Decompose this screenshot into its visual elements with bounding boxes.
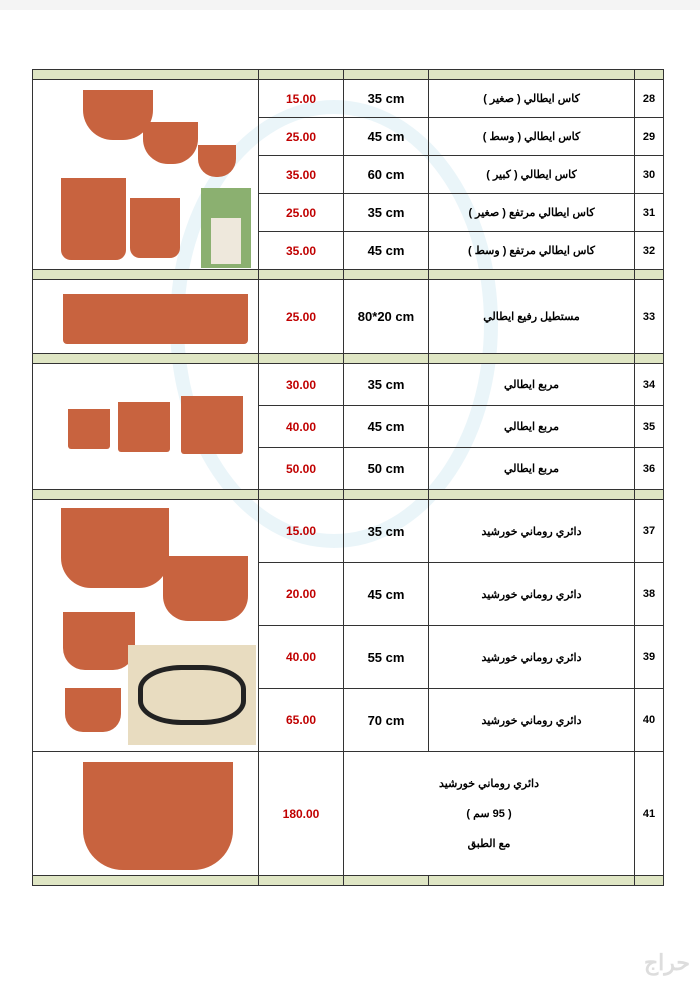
price: 15.00 (259, 500, 344, 563)
item-number: 32 (635, 232, 664, 270)
product-name: كاس ايطالي ( صغير ) (429, 80, 635, 118)
size: 45 cm (344, 232, 429, 270)
item-number: 29 (635, 118, 664, 156)
product-name: دائري روماني خورشيد (429, 689, 635, 752)
size: 35 cm (344, 80, 429, 118)
item-number: 37 (635, 500, 664, 563)
size: 50 cm (344, 448, 429, 490)
product-name: كاس ايطالي مرتفع ( وسط ) (429, 232, 635, 270)
item-number: 31 (635, 194, 664, 232)
product-name (344, 752, 635, 876)
name-line: دائري روماني خورشيد (438, 777, 539, 790)
product-name: كاس ايطالي ( كبير ) (429, 156, 635, 194)
size: 45 cm (344, 563, 429, 626)
item-number: 30 (635, 156, 664, 194)
product-name: دائري روماني خورشيد (429, 500, 635, 563)
item-number: 28 (635, 80, 664, 118)
product-name: دائري روماني خورشيد (429, 626, 635, 689)
name-note: مع الطبق (467, 837, 511, 850)
item-number: 41 (635, 752, 664, 876)
size: 70 cm (344, 689, 429, 752)
item-number: 33 (635, 280, 664, 354)
separator-row (33, 354, 664, 364)
size: 35 cm (344, 364, 429, 406)
table-row (33, 500, 664, 563)
rectangular-planter-image (33, 280, 259, 354)
size: 35 cm (344, 194, 429, 232)
price: 25.00 (259, 118, 344, 156)
table-row (33, 752, 664, 876)
price: 20.00 (259, 563, 344, 626)
price: 25.00 (259, 194, 344, 232)
square-pots-image (33, 364, 259, 490)
product-name: دائري روماني خورشيد (429, 563, 635, 626)
product-name: كاس ايطالي ( وسط ) (429, 118, 635, 156)
item-number: 35 (635, 406, 664, 448)
name-size: ( 95 سم ) (466, 807, 512, 820)
round-roman-pots-image (33, 500, 259, 752)
size: 45 cm (344, 118, 429, 156)
size: 35 cm (344, 500, 429, 563)
separator-row (33, 70, 664, 80)
product-name: مربع ايطالي (429, 364, 635, 406)
separator-row (33, 270, 664, 280)
price: 35.00 (259, 232, 344, 270)
product-name: مربع ايطالي (429, 406, 635, 448)
product-name: كاس ايطالي مرتفع ( صغير ) (429, 194, 635, 232)
item-number: 36 (635, 448, 664, 490)
price: 180.00 (259, 752, 344, 876)
top-bar (0, 0, 700, 10)
price: 65.00 (259, 689, 344, 752)
price: 25.00 (259, 280, 344, 354)
item-number: 40 (635, 689, 664, 752)
table-row (33, 80, 664, 118)
price: 15.00 (259, 80, 344, 118)
price: 40.00 (259, 626, 344, 689)
product-name: مستطيل رفيع ايطالي (429, 280, 635, 354)
item-number: 39 (635, 626, 664, 689)
separator-row (33, 876, 664, 886)
price-table (32, 69, 664, 886)
separator-row (33, 490, 664, 500)
price: 50.00 (259, 448, 344, 490)
large-round-pot-image (33, 752, 259, 876)
product-name: مربع ايطالي (429, 448, 635, 490)
table-row (33, 280, 664, 354)
table-row (33, 364, 664, 406)
price: 30.00 (259, 364, 344, 406)
item-number: 38 (635, 563, 664, 626)
price: 35.00 (259, 156, 344, 194)
size: 80*20 cm (344, 280, 429, 354)
size: 55 cm (344, 626, 429, 689)
size: 60 cm (344, 156, 429, 194)
item-number: 34 (635, 364, 664, 406)
italian-cup-pots-image (33, 80, 259, 270)
haraj-watermark: حراج (643, 950, 690, 975)
size: 45 cm (344, 406, 429, 448)
price: 40.00 (259, 406, 344, 448)
